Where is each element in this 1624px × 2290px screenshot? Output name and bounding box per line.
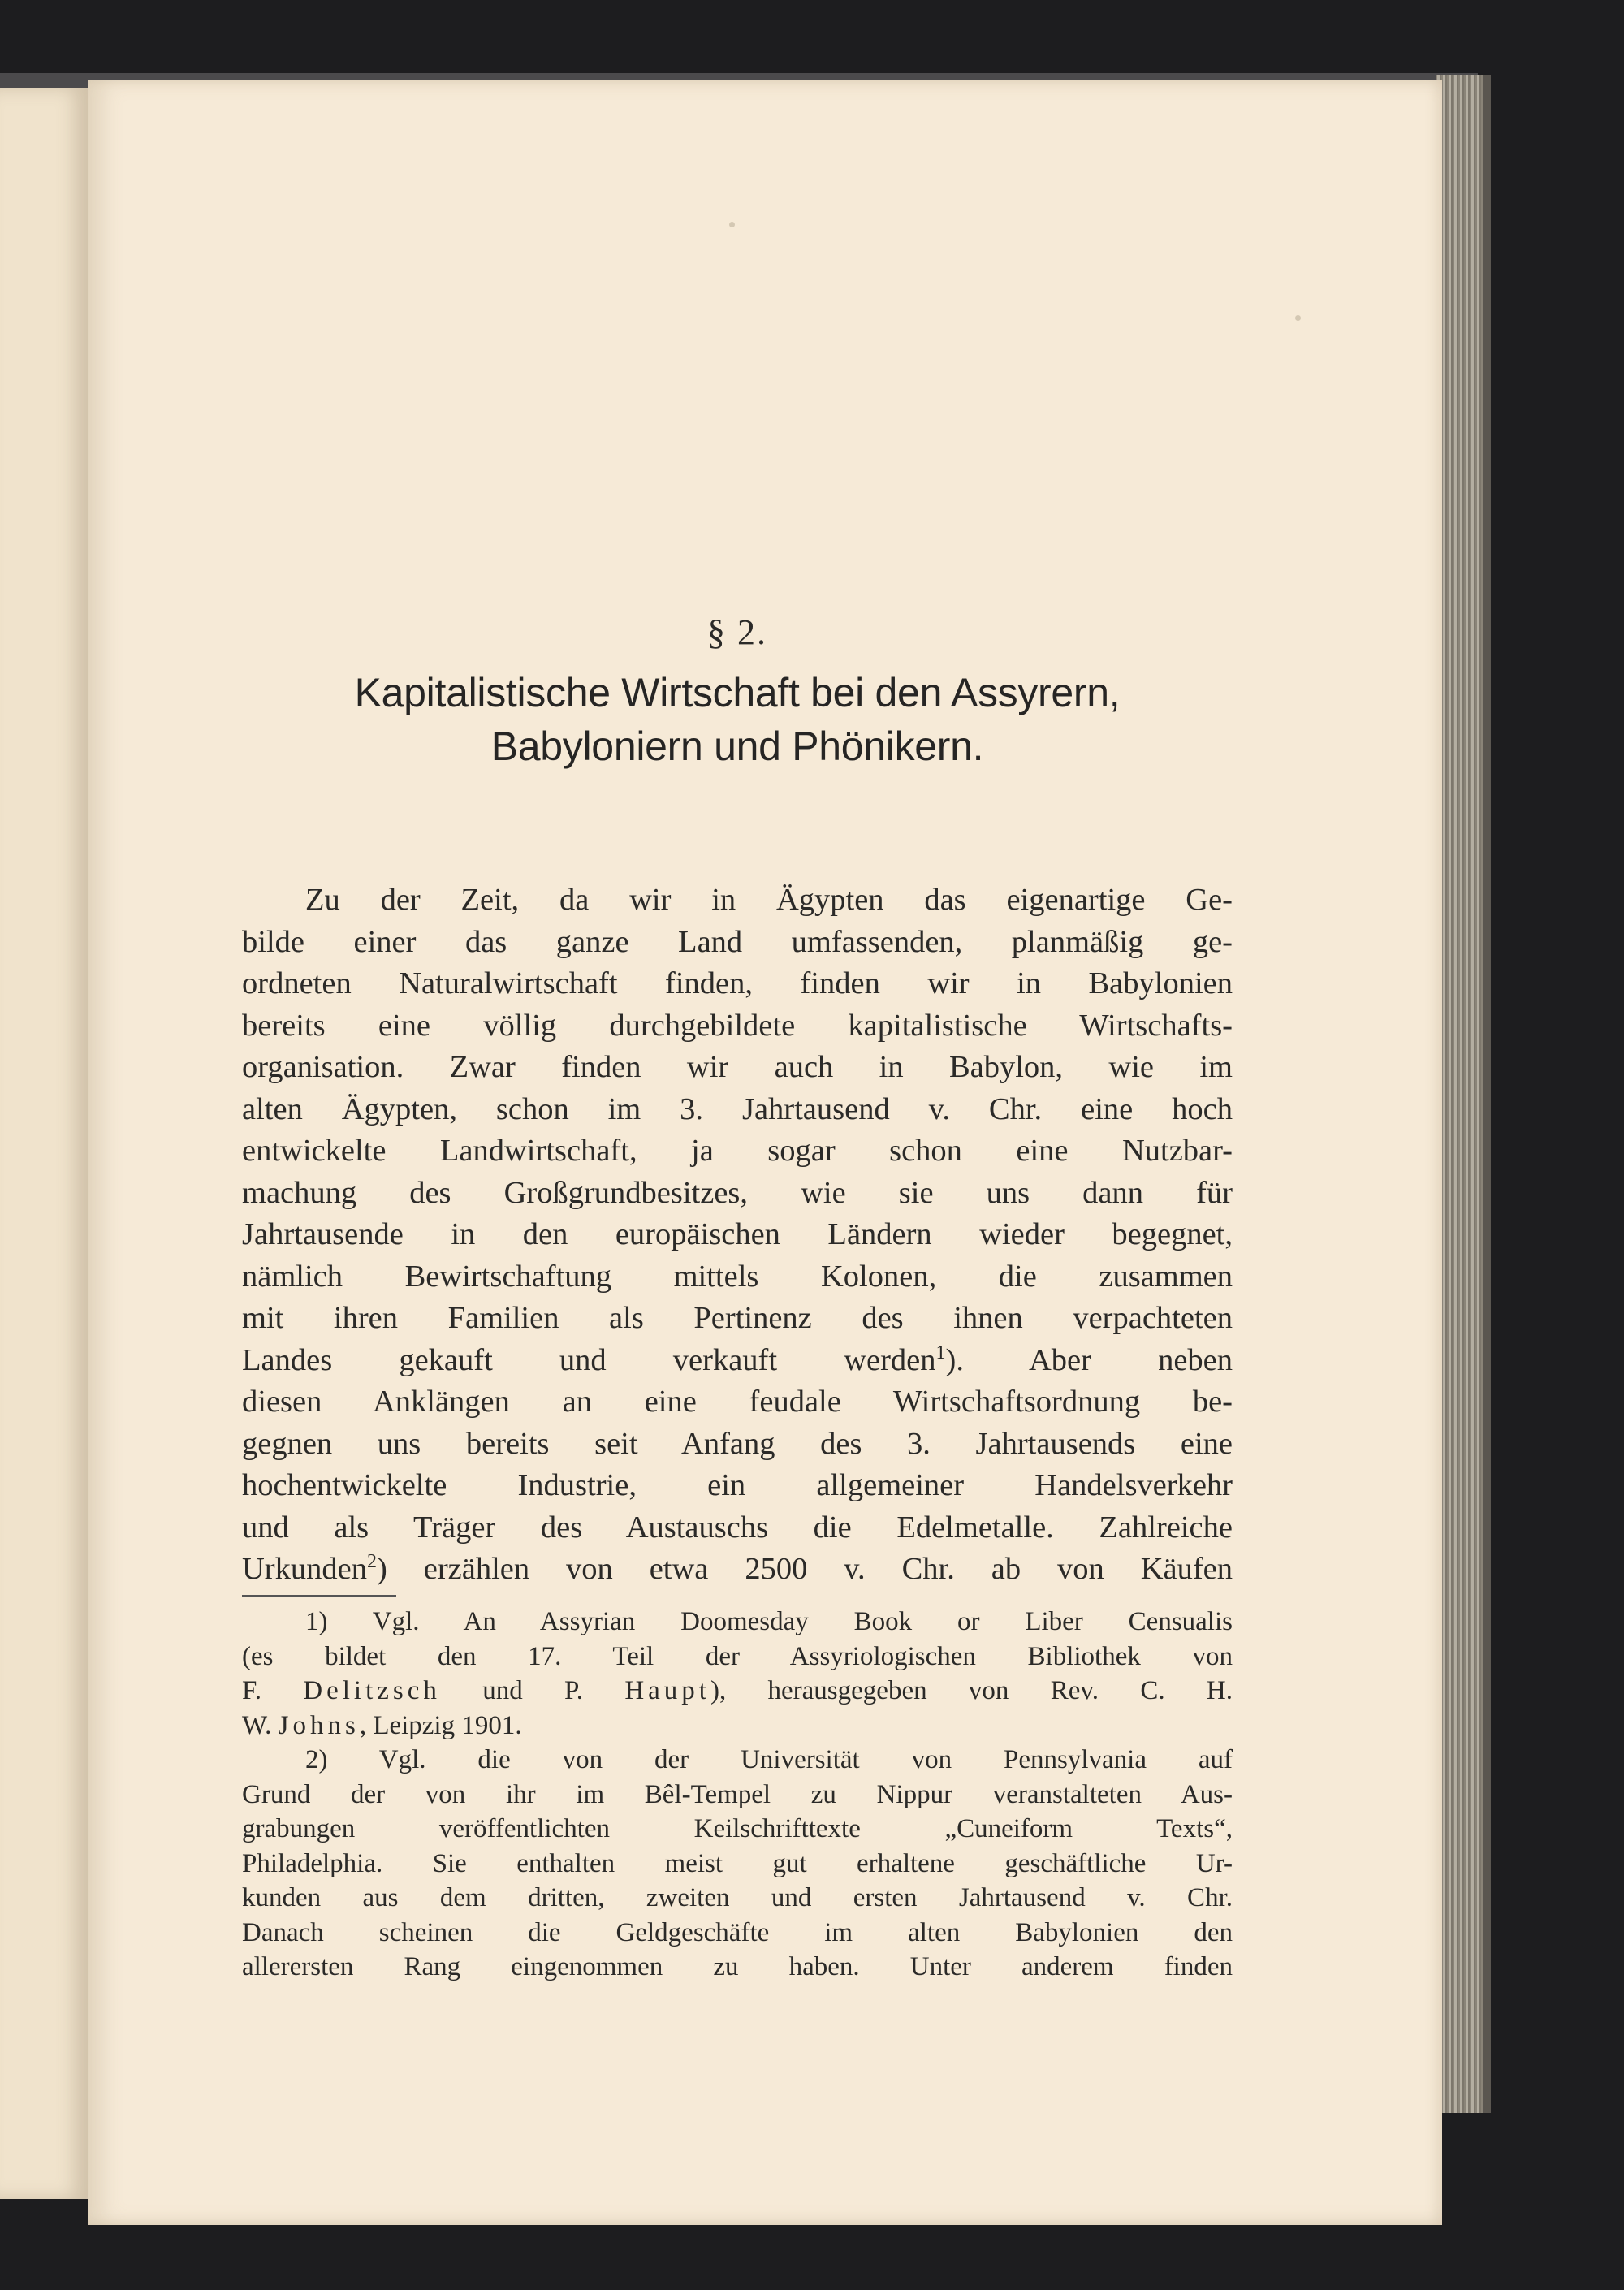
footnote-text: , Leipzig 1901. — [359, 1710, 522, 1740]
footnote-reference: 2 — [366, 1551, 377, 1572]
footnote-text: W. — [242, 1710, 279, 1740]
author-name: Johns — [278, 1710, 360, 1740]
paper-speck — [729, 222, 735, 227]
right-page — [88, 80, 1442, 2225]
body-line-text: Urkunden — [242, 1552, 367, 1586]
footnote-2-line: grabungen veröffentlichten Keilschrifttexte „Cuneiform Texts“, — [242, 1814, 1233, 1843]
section-number: § 2. — [707, 612, 767, 652]
footnote-1-line: 1) Vgl. An Assyrian Doomesday Book or Liber Censualis — [305, 1607, 1233, 1636]
footnote-2-line: 2) Vgl. die von der Universität von Pennsylvania auf — [305, 1745, 1233, 1774]
author-name: Delitzsch — [303, 1676, 441, 1705]
footnotes — [242, 1605, 1233, 1985]
footnote-text: und P. — [440, 1676, 625, 1705]
body-line: Zu der Zeit, da wir in Ägypten das eigenartige Ge- — [305, 883, 1233, 917]
body-line: ordneten Naturalwirtschaft finden, finden wir in Babylonien — [242, 966, 1233, 1000]
body-line: mit ihren Familien als Pertinenz des ihnen verpachteten — [242, 1301, 1233, 1335]
chapter-title — [242, 666, 1233, 773]
page-block-edge — [1436, 75, 1483, 2113]
body-line: hochentwickelte Industrie, ein allgemeiner Handelsverkehr — [242, 1468, 1233, 1502]
footnote-2-line: Philadelphia. Sie enthalten meist gut erhaltene geschäftliche Ur- — [242, 1848, 1233, 1878]
body-line — [242, 1549, 1233, 1591]
footnote-1-line: (es bildet den 17. Teil der Assyriologischen Bibliothek von — [242, 1641, 1233, 1671]
body-paragraph — [242, 879, 1233, 1591]
body-line: gegnen uns bereits seit Anfang des 3. Jahrtausends eine — [242, 1426, 1233, 1461]
body-line: bilde einer das ganze Land umfassenden, planmäßig ge- — [242, 924, 1233, 959]
body-line-text: ) — [376, 1552, 387, 1586]
chapter-title-line-1: Kapitalistische Wirtschaft bei den Assyrern, — [354, 670, 1121, 715]
body-line: Jahrtausende in den europäischen Ländern wieder begegnet, — [242, 1217, 1233, 1251]
body-line: alten Ägypten, schon im 3. Jahrtausend v. Chr. eine hoch — [242, 1091, 1233, 1126]
body-line-text: Landes gekauft und verkauft werden — [242, 1342, 936, 1377]
chapter-title-line-2: Babyloniern und Phönikern. — [490, 724, 984, 769]
body-line: entwickelte Landwirtschaft, ja sogar schon eine Nutzbar- — [242, 1134, 1233, 1168]
body-line — [242, 1340, 1233, 1382]
body-line: nämlich Bewirtschaftung mittels Kolonen, die zusammen — [242, 1259, 1233, 1294]
footnote-1-line — [242, 1709, 1233, 1743]
body-line: bereits eine völlig durchgebildete kapitalistische Wirtschafts- — [242, 1008, 1233, 1043]
footnote-2-line: Grund der von ihr im Bêl-Tempel zu Nippur veranstalteten Aus- — [242, 1779, 1233, 1809]
body-line: machung des Großgrundbesitzes, wie sie uns dann für — [242, 1175, 1233, 1210]
body-line-text: erzählen von etwa 2500 v. Chr. ab von Käufen — [423, 1552, 1233, 1586]
footnote-1-line — [242, 1674, 1233, 1709]
author-name: Haupt — [624, 1676, 710, 1705]
footnote-text: ), herausgegeben von Rev. C. H. — [710, 1676, 1233, 1705]
body-line: und als Träger des Austauschs die Edelmetalle. Zahlreiche — [242, 1510, 1233, 1545]
footnote-2-line: allerersten Rang eingenommen zu haben. Unter anderem finden — [242, 1952, 1233, 1981]
paper-speck — [1295, 315, 1301, 321]
footnote-divider — [242, 1595, 396, 1597]
body-line: diesen Anklängen an eine feudale Wirtschaftsordnung be- — [242, 1385, 1233, 1419]
body-line: organisation. Zwar finden wir auch in Babylon, wie im — [242, 1050, 1233, 1084]
footnote-text: F. — [242, 1676, 304, 1705]
footnote-reference: 1 — [935, 1342, 946, 1363]
footnote-2-line: Danach scheinen die Geldgeschäfte im alten Babylonien den — [242, 1917, 1233, 1947]
body-line-text: ). Aber neben — [945, 1342, 1233, 1377]
footnote-2-line: kunden aus dem dritten, zweiten und ersten Jahrtausend v. Chr. — [242, 1883, 1233, 1912]
left-page-edge — [0, 88, 92, 2199]
book-cover-spine — [1483, 75, 1491, 2113]
